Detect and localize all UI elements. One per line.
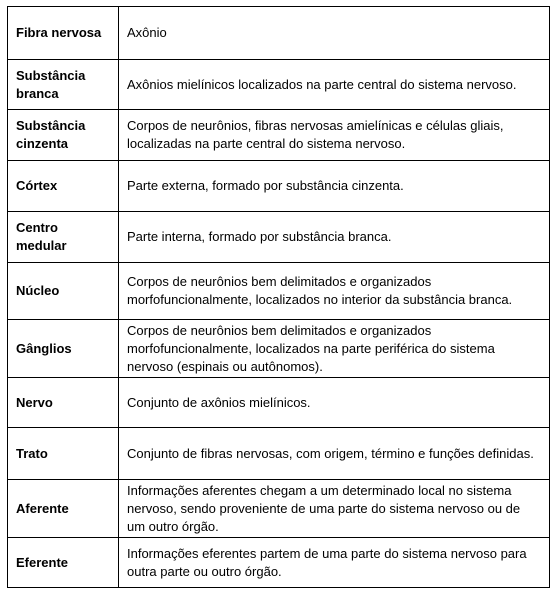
definition-cell: Corpos de neurônios bem delimitados e organizados morfofuncionalmente, localizados no interior da substância branca. <box>119 263 550 320</box>
table-row <box>8 378 550 428</box>
table-row <box>8 110 550 161</box>
table-row <box>8 480 550 538</box>
definition-cell: Corpos de neurônios, fibras nervosas amielínicas e células gliais, localizadas na parte central do sistema nervoso. <box>119 110 550 161</box>
table-row <box>8 263 550 320</box>
term-cell: Fibra nervosa <box>8 7 119 60</box>
table-row <box>8 212 550 263</box>
term-cell: Substância cinzenta <box>8 110 119 161</box>
term-cell: Gânglios <box>8 320 119 378</box>
table-row <box>8 428 550 480</box>
definition-cell: Parte interna, formado por substância branca. <box>119 212 550 263</box>
definition-cell: Informações eferentes partem de uma parte do sistema nervoso para outra parte ou outro órgão. <box>119 538 550 588</box>
definition-cell: Axônio <box>119 7 550 60</box>
table-row <box>8 538 550 588</box>
definition-cell: Conjunto de fibras nervosas, com origem, término e funções definidas. <box>119 428 550 480</box>
definition-cell: Corpos de neurônios bem delimitados e organizados morfofuncionalmente, localizados na parte periférica do sistema nervoso (espinais ou autônomos). <box>119 320 550 378</box>
glossary-table <box>7 6 550 588</box>
term-cell: Substância branca <box>8 60 119 110</box>
definition-cell: Informações aferentes chegam a um determinado local no sistema nervoso, sendo proveniente de uma parte do sistema nervoso ou de um outro órgão. <box>119 480 550 538</box>
definition-cell: Conjunto de axônios mielínicos. <box>119 378 550 428</box>
term-cell: Aferente <box>8 480 119 538</box>
term-cell: Eferente <box>8 538 119 588</box>
table-row <box>8 161 550 212</box>
table-row <box>8 60 550 110</box>
term-cell: Córtex <box>8 161 119 212</box>
term-cell: Centro medular <box>8 212 119 263</box>
table-row <box>8 320 550 378</box>
term-cell: Núcleo <box>8 263 119 320</box>
definition-cell: Parte externa, formado por substância cinzenta. <box>119 161 550 212</box>
table-row <box>8 7 550 60</box>
term-cell: Nervo <box>8 378 119 428</box>
definition-cell: Axônios mielínicos localizados na parte central do sistema nervoso. <box>119 60 550 110</box>
term-cell: Trato <box>8 428 119 480</box>
